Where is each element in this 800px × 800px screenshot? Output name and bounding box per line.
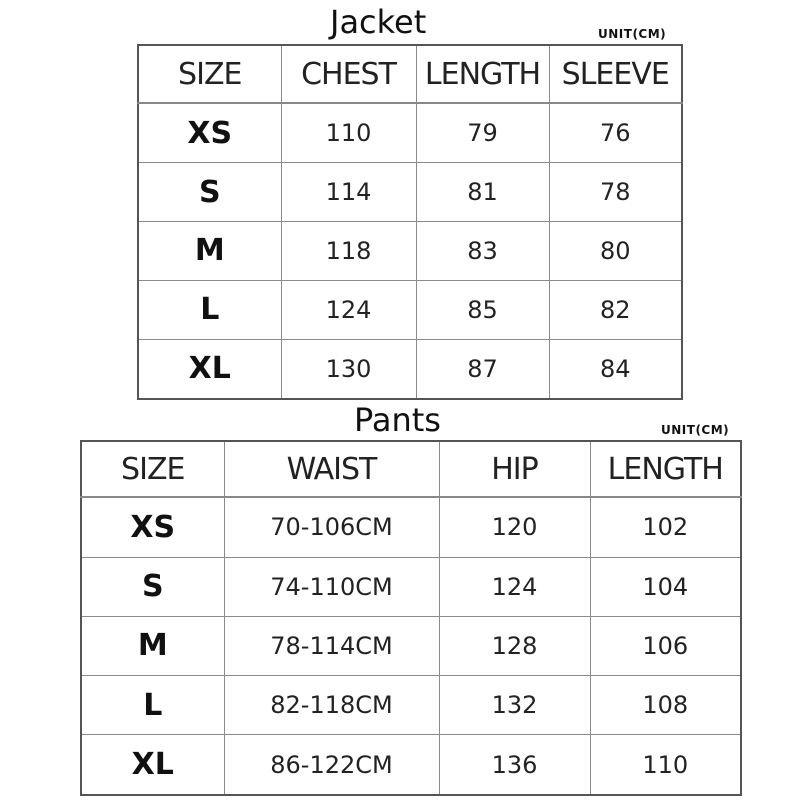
pants-waist-cell: 82-118CM (224, 676, 439, 735)
table-row (81, 557, 741, 616)
pants-length-cell: 104 (590, 557, 741, 616)
table-row (81, 616, 741, 675)
pants-size-cell: XS (81, 497, 224, 557)
pants-length-cell: 110 (590, 735, 741, 795)
jacket-header-length: LENGTH (416, 45, 549, 103)
pants-header-waist: WAIST (224, 441, 439, 497)
table-row (138, 339, 682, 399)
pants-waist-cell: 74-110CM (224, 557, 439, 616)
jacket-sleeve-cell: 76 (549, 103, 682, 163)
table-row (81, 497, 741, 557)
pants-size-cell: XL (81, 735, 224, 795)
pants-waist-cell: 70-106CM (224, 497, 439, 557)
pants-size-cell: M (81, 616, 224, 675)
pants-waist-cell: 86-122CM (224, 735, 439, 795)
jacket-unit-label: UNIT(CM) (598, 27, 667, 41)
jacket-chest-cell: 110 (281, 103, 416, 163)
jacket-chest-cell: 118 (281, 222, 416, 281)
pants-size-cell: S (81, 557, 224, 616)
jacket-size-cell: XS (138, 103, 281, 163)
table-row (138, 280, 682, 339)
pants-hip-cell: 136 (439, 735, 590, 795)
jacket-sleeve-cell: 84 (549, 339, 682, 399)
jacket-header-sleeve: SLEEVE (549, 45, 682, 103)
pants-size-table (80, 440, 742, 796)
pants-length-cell: 102 (590, 497, 741, 557)
jacket-size-table (137, 44, 683, 400)
jacket-length-cell: 79 (416, 103, 549, 163)
pants-length-cell: 108 (590, 676, 741, 735)
pants-hip-cell: 124 (439, 557, 590, 616)
pants-hip-cell: 128 (439, 616, 590, 675)
jacket-header-row (138, 45, 682, 103)
jacket-length-cell: 83 (416, 222, 549, 281)
table-row (138, 163, 682, 222)
jacket-size-cell: M (138, 222, 281, 281)
jacket-sleeve-cell: 82 (549, 280, 682, 339)
pants-unit-label: UNIT(CM) (661, 423, 730, 437)
pants-title: Pants (354, 401, 441, 439)
jacket-size-cell: S (138, 163, 281, 222)
jacket-chest-cell: 130 (281, 339, 416, 399)
jacket-chest-cell: 114 (281, 163, 416, 222)
jacket-header-chest: CHEST (281, 45, 416, 103)
pants-size-cell: L (81, 676, 224, 735)
jacket-sleeve-cell: 80 (549, 222, 682, 281)
pants-waist-cell: 78-114CM (224, 616, 439, 675)
table-row (81, 735, 741, 795)
jacket-header-size: SIZE (138, 45, 281, 103)
pants-header-hip: HIP (439, 441, 590, 497)
table-row (81, 676, 741, 735)
pants-hip-cell: 120 (439, 497, 590, 557)
pants-header-row (81, 441, 741, 497)
pants-header-size: SIZE (81, 441, 224, 497)
pants-length-cell: 106 (590, 616, 741, 675)
pants-header-length: LENGTH (590, 441, 741, 497)
jacket-length-cell: 87 (416, 339, 549, 399)
jacket-size-cell: XL (138, 339, 281, 399)
table-row (138, 103, 682, 163)
jacket-sleeve-cell: 78 (549, 163, 682, 222)
jacket-title: Jacket (330, 3, 427, 41)
jacket-length-cell: 85 (416, 280, 549, 339)
jacket-length-cell: 81 (416, 163, 549, 222)
table-row (138, 222, 682, 281)
jacket-chest-cell: 124 (281, 280, 416, 339)
jacket-size-cell: L (138, 280, 281, 339)
pants-hip-cell: 132 (439, 676, 590, 735)
